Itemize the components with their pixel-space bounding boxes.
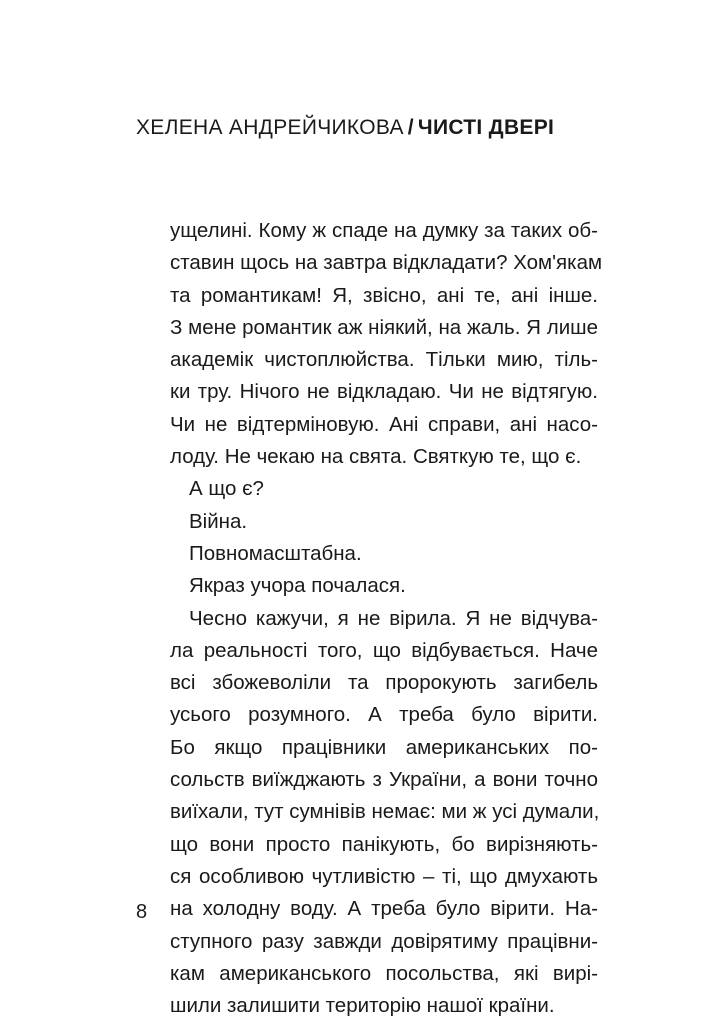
text-line: Повномасштабна. [189, 541, 362, 565]
text-line: академік чистоплюйства. Тільки мию, тіль- [170, 348, 598, 372]
text-line: ступного разу завжди довірятиму працівни- [170, 929, 598, 953]
text-line: ущелині. Кому ж спаде на думку за таких об- [170, 219, 598, 242]
header-book-title: ЧИСТІ ДВЕРІ [417, 116, 555, 139]
text-line: Чесно кажучи, я не вірила. Я не відчува- [189, 606, 598, 630]
text-line: Якраз учора почалася. [189, 574, 406, 598]
text-line: шили залишити територію нашої країни. [170, 994, 555, 1018]
text-line: А що є? [189, 477, 264, 501]
header-author: ХЕЛЕНА АНДРЕЙЧИКОВА [136, 116, 404, 139]
text-line: сольств виїжджають з України, а вони точно [170, 768, 598, 792]
text-line: на холодну воду. А треба було вірити. На- [170, 897, 598, 921]
text-line: ся особливою чутливістю – ті, що дмухають [170, 864, 598, 888]
page-number: 8 [136, 901, 148, 923]
text-line: Війна. [189, 509, 248, 533]
text-line: виїхали, тут сумнівів немає: ми ж усі думали, [170, 800, 600, 824]
text-line: що вони просто панікують, бо вирізняють- [170, 832, 598, 856]
text-line: ла реальності того, що відбувається. Наче [170, 638, 598, 662]
text-line: Бо якщо працівники американських по- [170, 735, 598, 759]
text-line: лоду. Не чекаю на свята. Святкую те, що є. [170, 445, 582, 469]
text-line: усього розумного. А треба було вірити. [170, 703, 598, 727]
body-text [170, 215, 603, 1022]
text-line: З мене романтик аж ніякий, на жаль. Я лише [170, 315, 598, 339]
text-line: кам американського посольства, які вирі- [170, 961, 598, 985]
text-line: Чи не відтерміновую. Ані справи, ані насо- [170, 412, 598, 436]
text-line: ставин щось на завтра відкладати? Хом'якам [170, 251, 603, 275]
text-line: та романтикам! Я, звісно, ані те, ані інше. [170, 283, 598, 307]
text-line: ки тру. Нічого не відкладаю. Чи не відтягую. [170, 380, 598, 404]
text-line: всі збожеволіли та пророкують загибель [170, 671, 598, 695]
header-separator: / [407, 116, 414, 139]
running-header [136, 116, 554, 140]
